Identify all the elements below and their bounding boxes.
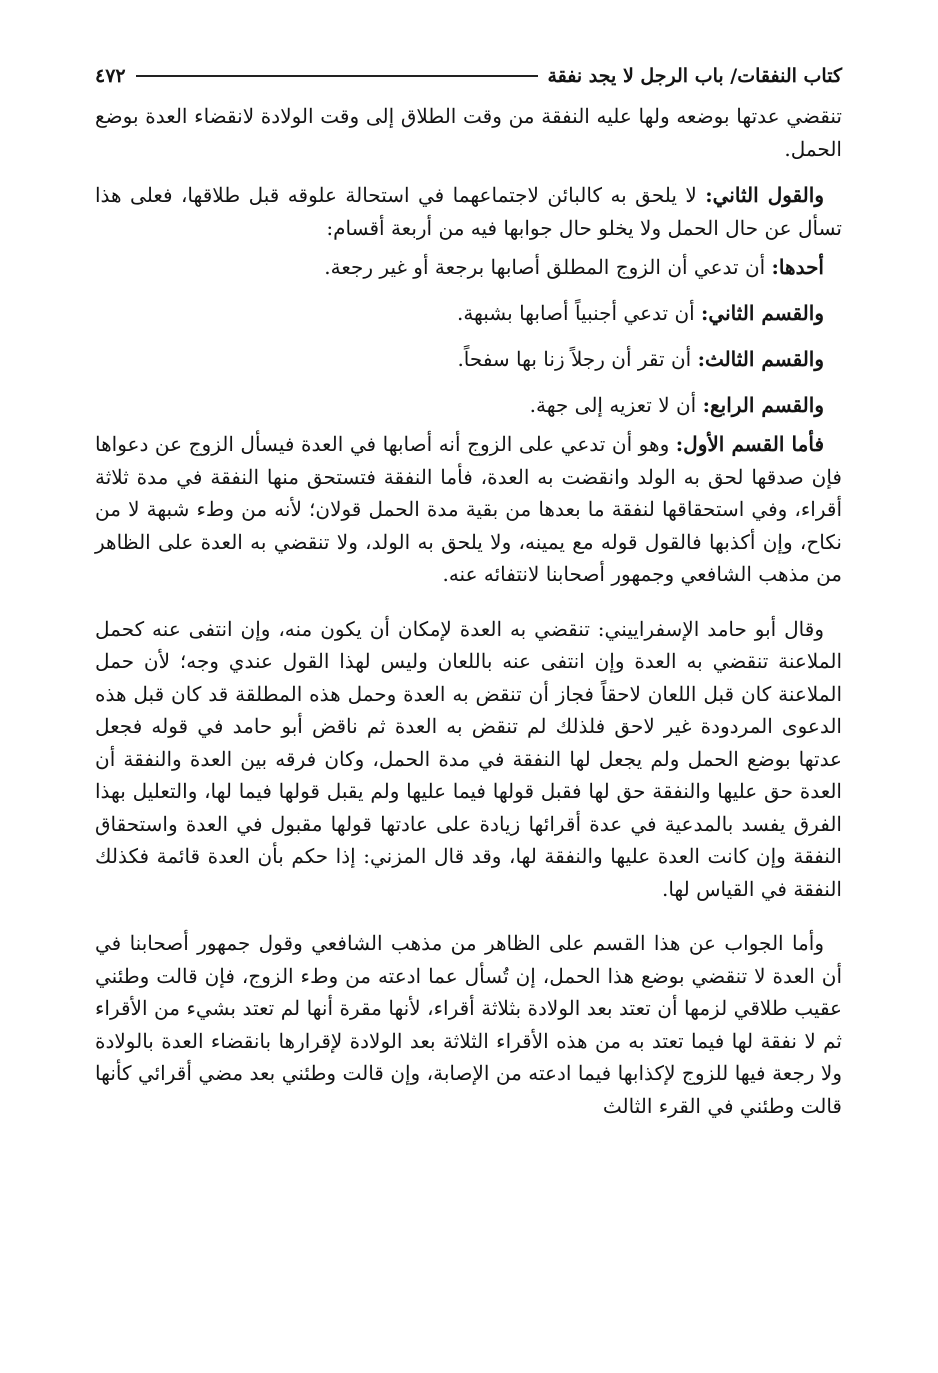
list-item-text: أن تقر أن رجلاً زنا بها سفحاً.: [457, 347, 698, 371]
list-item-text: أن تدعي أن الزوج المطلق أصابها برجعة أو غير رجعة.: [324, 255, 772, 279]
running-header: [95, 58, 842, 94]
list-item-lead: والقسم الرابع:: [702, 393, 824, 417]
paragraph-continuation: [95, 100, 842, 165]
paragraph-answer: [95, 927, 842, 1122]
paragraph-text: لا يلحق به كالبائن لاجتماعهما في استحالة علوقه قبل طلاقها، فعلى هذا تسأل عن حال الحمل ولا يخلو حال جوابها فيه من أربعة أقسام:: [95, 183, 842, 240]
paragraph-text: وهو أن تدعي على الزوج أنه أصابها في العدة فيسأل الزوج عن دعواها فإن صدقها لحق به الولد وانقضت به العدة، فأما النفقة فتستحق منها النفقة في مدة ثلاثة أقراء، وفي استحقاقها لنفقة ما بعدها من بقية مدة الحمل قولان؛ لأنه من وطء شبهة لا من نكاح، وإن أكذبها فالقول قوله مع يمينه، ولا يلحق به الولد، ولا تنقضي به العدة على الظاهر من مذهب الشافعي وجمهور أصحابنا لانتفائه عنه.: [95, 432, 842, 586]
list-item-text: أن تدعي أجنبياً أصابها بشبهة.: [456, 301, 702, 325]
list-item-third: [95, 336, 842, 382]
list-item-first: [95, 244, 842, 290]
list-item-lead: أحدها:: [771, 255, 824, 279]
list-item-text: أن لا تعزيه إلى جهة.: [529, 393, 703, 417]
paragraph-text: وقال أبو حامد الإسفراييني: تنقضي به العدة لإمكان أن يكون منه، وإن انتفى عنه كحمل الملاعنة تنقضي به العدة وإن انتفى عنه باللعان وليس لهذا القول عندي وجه؛ لأن حمل الملاعنة كان قبل اللعان لاحقاً فجاز أن تنقض به العدة وحمل هذه المطلقة قد كان قبل هذه الدعوى المردودة غير لاحق فلذلك لم تنقض به العدة ثم ناقض أبو حامد في قوله فجعل عدتها بوضع الحمل ولم يجعل لها النفقة في مدة الحمل، وكان فرقه بين العدة والنفقة أن العدة حق عليها والنفقة حق لها فقبل قولها فيما عليها ولم يقبل قولها فيما لها، والتعليل بهذا الفرق يفسد بالمدعية في عدة أقرائها زيادة على عادتها قولها مقبول في العدة واستحقاق النفقة وإن كانت العدة عليها والنفقة لها، وقد قال المزني: إذا حكم بأن العدة قائمة فكذلك النفقة في القياس لها.: [95, 616, 842, 901]
header-rule: [136, 75, 538, 77]
book-page: [95, 58, 842, 1298]
page-body: [95, 100, 842, 1122]
page-number: ٤٧٢: [95, 65, 126, 87]
list-item-fourth: [95, 382, 842, 428]
paragraph-text: تنقضي عدتها بوضعه ولها عليه النفقة من وقت الطلاق إلى وقت الولادة لانقضاء العدة بوضع الحمل.: [95, 104, 842, 161]
paragraph-text: وأما الجواب عن هذا القسم على الظاهر من مذهب الشافعي وقول جمهور أصحابنا في أن العدة لا تنقضي بوضع هذا الحمل، إن تُسأل عما ادعته من وطء الزوج، فإن قالت وطئني عقيب طلاقي لزمها أن تعتد بعد الولادة بثلاثة أقراء، لأنها مقرة أنها لم تعتد بشيء من الأقراء ثم لا نفقة لها فيما تعتد به من هذه الأقراء الثلاثة بعد الولادة لإقرارها بانقضاء العدة بالولادة ولا رجعة فيها للزوج لإكذابها فيما ادعته من الإصابة، وإن قالت وطئني بعد مضي أقرائي كأنها قالت وطئني في القرء الثالث: [95, 931, 842, 1118]
chapter-title: كتاب النفقات/ باب الرجل لا يجد نفقة: [547, 65, 842, 87]
list-item-second: [95, 290, 842, 336]
paragraph-lead: فأما القسم الأول:: [675, 432, 825, 456]
paragraph-second-opinion: [95, 179, 842, 244]
paragraph-abu-hamid: [95, 613, 842, 906]
list-item-lead: والقسم الثالث:: [697, 347, 824, 371]
paragraph-lead: والقول الثاني:: [705, 183, 824, 207]
paragraph-first-section: [95, 428, 842, 591]
list-item-lead: والقسم الثاني:: [701, 301, 824, 325]
